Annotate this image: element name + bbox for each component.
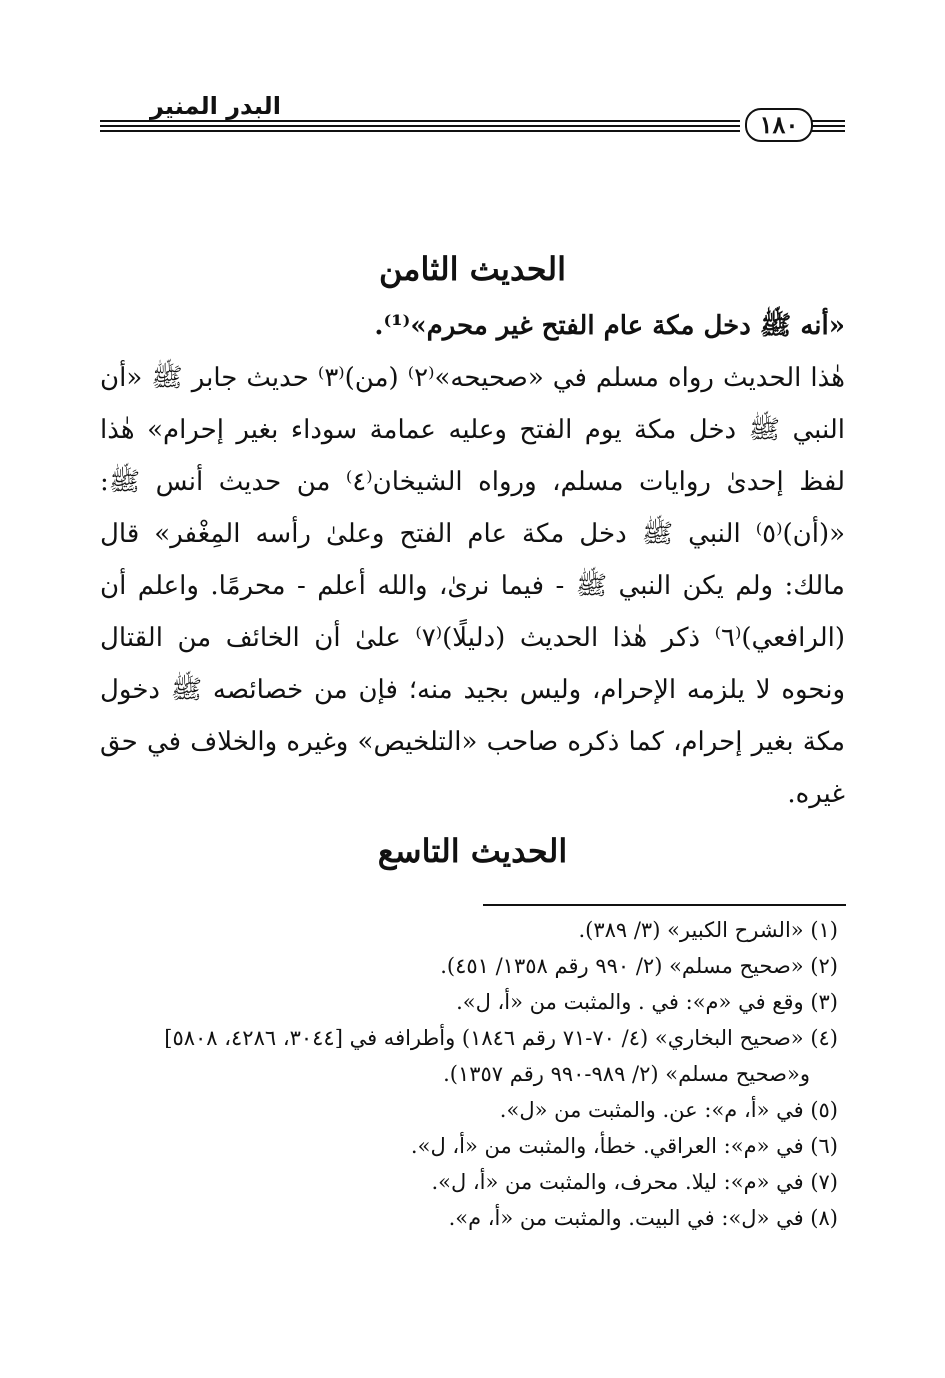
footnotes <box>92 912 850 1236</box>
header-rule <box>100 120 740 122</box>
header-rule <box>100 125 740 127</box>
page-header <box>100 88 845 148</box>
commentary-paragraph: هٰذا الحديث رواه مسلم في «صحيحه»⁽٢⁾ (من)⁽٣⁾ حديث جابر ﷺ «أن النبي ﷺ دخل مكة يوم الفتح وعليه عمامة سوداء بغير إحرام» هٰذا لفظ إحدىٰ روايات مسلم، ورواه الشيخان⁽٤⁾ من حديث أنس ﷺ: «(أن)⁽٥⁾ النبي ﷺ دخل مكة عام الفتح وعلىٰ رأسه المِغْفر» قال مالك: ولم يكن النبي ﷺ - فيما نرىٰ، والله أعلم - محرمًا. واعلم أن (الرافعي)⁽٦⁾ ذكر هٰذا الحديث (دليلًا)⁽٧⁾ علىٰ أن الخائف من القتال ونحوه لا يلزمه الإحرام، وليس بجيد منه؛ فإن من خصائصه ﷺ دخول مكة بغير إحرام، كما ذكره صاحب «التلخيص» وغيره والخلاف في حق غيره. <box>100 363 846 809</box>
footnote-divider <box>483 904 846 906</box>
header-rule <box>812 125 845 127</box>
header-rule <box>100 130 740 132</box>
header-rule <box>812 120 845 122</box>
footnote-4-continuation: و«صحيح مسلم» (٢/ ٩٨٩-٩٩٠ رقم ١٣٥٧). <box>443 1062 810 1086</box>
footnote-2: (٢) «صحيح مسلم» (٢/ ٩٩٠ رقم ١٣٥٨/ ٤٥١). <box>440 954 838 978</box>
footnote-7: (٧) في «م»: ليلا. محرف، والمثبت من «أ، ل». <box>431 1170 838 1194</box>
footnote-4: (٤) «صحيح البخاري» (٤/ ٧٠-٧١ رقم ١٨٤٦) وأطرافه في [٣٠٤٤، ٤٢٨٦، ٥٨٠٨] <box>164 1026 838 1050</box>
footnote-1: (١) «الشرح الكبير» (٣/ ٣٨٩). <box>578 918 838 942</box>
section-heading-8: الحديث الثامن <box>378 250 567 288</box>
section-heading-9: الحديث التاسع <box>377 832 568 870</box>
footnote-8: (٨) في «ل»: في البيت. والمثبت من «أ، م». <box>448 1206 838 1230</box>
header-rule <box>812 130 845 132</box>
hadith-text: «أنه ﷺ دخل مكة عام الفتح غير محرم»⁽¹⁾. <box>374 311 845 341</box>
footnote-6: (٦) في «م»: العراقي. خطأ، والمثبت من «أ، ل». <box>410 1134 838 1158</box>
footnote-5: (٥) في «أ، م»: عن. والمثبت من «ل». <box>499 1098 838 1122</box>
footnote-3: (٣) وقع في «م»: في . والمثبت من «أ، ل». <box>456 990 838 1014</box>
page-number: ١٨٠ <box>745 108 813 142</box>
book-title: البدر المنير <box>150 92 281 120</box>
